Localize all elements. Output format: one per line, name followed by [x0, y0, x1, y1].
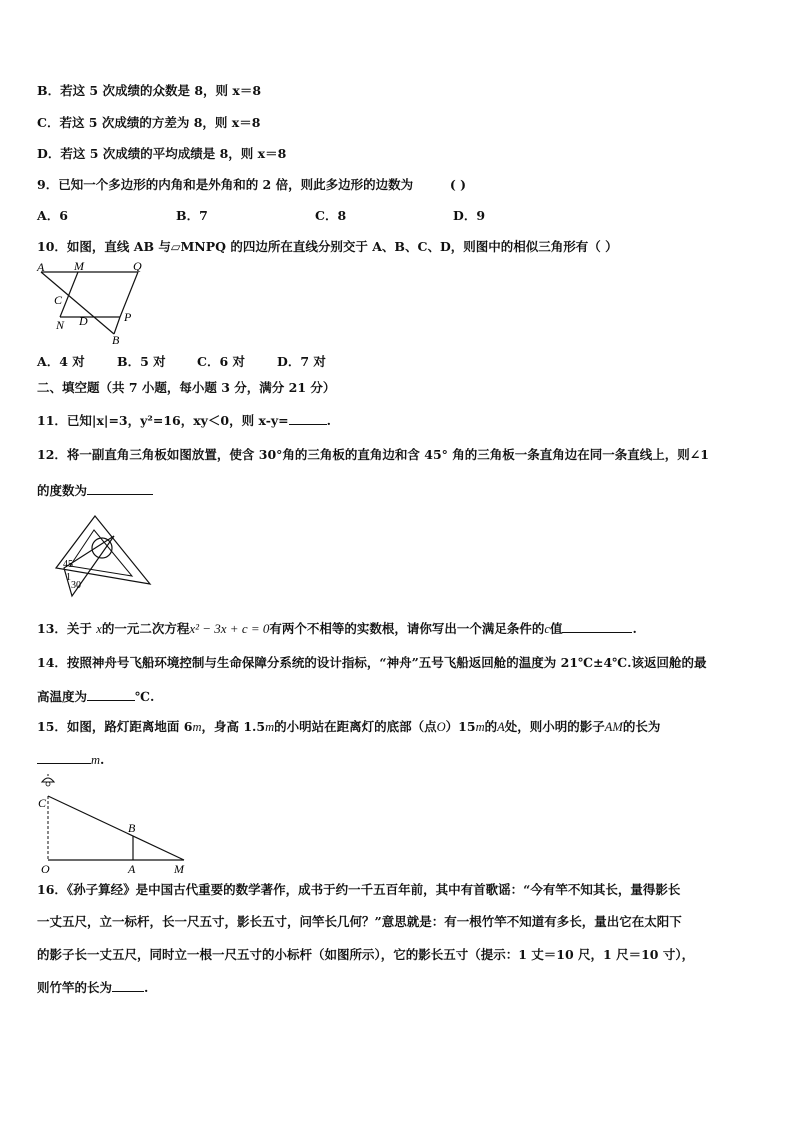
q9-stem-text: 9．已知一个多边形的内角和是外角和的 2 倍，则此多边形的边数为 — [37, 177, 414, 192]
q9-option-a: A．6 — [37, 208, 68, 223]
q15-p2: ，身高 1.5 — [201, 719, 266, 734]
section-title-fill-in: 二、填空题（共 7 小题，每小题 3 分，满分 21 分） — [37, 380, 336, 395]
q15-p4: ）15 — [445, 719, 476, 734]
q9-option-c: C．8 — [315, 208, 347, 223]
q9-option-d: D．9 — [453, 208, 486, 223]
q8-option-c: C．若这 5 次成绩的方差为 8，则 x＝8 — [37, 115, 261, 130]
label-n: N — [56, 318, 65, 332]
q15-unit-m3: m — [475, 720, 485, 734]
label-q: Q — [133, 259, 142, 273]
q13-pre: 13．关于 — [37, 621, 92, 636]
label-a: A — [37, 260, 45, 274]
label-a: A — [128, 862, 136, 876]
q10-stem: 10．如图，直线 AB 与▱MNPQ 的四边所在直线分别交于 A、B、C、D，则图中的相似三角形有（ ） — [37, 239, 618, 254]
q13-mid: 的一元二次方程 — [101, 621, 190, 636]
q16-line4-text: 则竹竿的长为 — [37, 980, 113, 995]
q15-p7: 的长为 — [622, 719, 661, 734]
q12-line2-text: 的度数为 — [37, 483, 88, 498]
q11-period: . — [326, 413, 332, 428]
q8-option-d: D．若这 5 次成绩的平均成绩是 8，则 x＝8 — [37, 146, 287, 161]
q15-p6: 处，则小明的影子 — [504, 719, 605, 734]
label-c: C — [38, 796, 47, 810]
edge-mn — [60, 272, 78, 317]
q15-unit-m2: m — [265, 720, 275, 734]
ray-cm — [48, 796, 184, 860]
label-o: O — [41, 862, 50, 876]
line-ab — [41, 272, 114, 334]
q10-option-d: D．7 对 — [277, 354, 326, 369]
q14-line2 — [37, 688, 154, 705]
q15-unit-m4: m — [91, 753, 101, 767]
q10-option-c: C．6 对 — [197, 354, 245, 369]
label-30: 30 — [71, 580, 81, 591]
q11-text: 11．已知|x|=3，y²=16，xy＜0，则 x-y= — [37, 413, 289, 428]
q16-line1: 16．《孙子算经》是中国古代重要的数学著作，成书于约一千五百年前，其中有首歌谣：“今有竿不知其长，量得影长 — [37, 882, 681, 897]
label-b: B — [128, 821, 136, 835]
q15-figure — [36, 774, 196, 874]
q10-option-a: A．4 对 — [37, 354, 85, 369]
q13-post: 有两个不相等的实数根，请你写出一个满足条件的 — [269, 621, 545, 636]
label-m: M — [174, 862, 184, 876]
q9-option-b: B．7 — [176, 208, 208, 223]
q12-figure — [50, 512, 160, 602]
q15-period: . — [100, 752, 105, 767]
q16-answer-blank[interactable] — [112, 979, 144, 992]
q10-option-b: B．5 对 — [117, 354, 166, 369]
q15-segment-am: AM — [604, 720, 623, 734]
q16-line3: 的影子长一丈五尺，同时立一根一尺五寸的小标杆（如图所示），它的影长五寸（提示：1 丈＝10 尺，1 尺＝10 寸）， — [37, 947, 695, 962]
q10-figure — [36, 259, 146, 347]
label-45: 45 — [63, 559, 73, 570]
q16-line4 — [37, 979, 148, 996]
q12-line1: 12．将一副直角三角板如图放置，使含 30°角的三角板的直角边和含 45° 角的三角板一条直角边在同一条直线上，则∠1 — [37, 447, 709, 462]
q9-answer-paren: ( ) — [449, 177, 467, 192]
q14-line1: 14．按照神舟号飞船环境控制与生命保障分系统的设计指标，“神舟”五号飞船返回舱的温度为 21℃±4℃.该返回舱的最 — [37, 655, 707, 670]
q11 — [37, 412, 331, 429]
q15-point-o: O — [436, 720, 446, 734]
q13-period: . — [632, 621, 637, 636]
q14-line2-text: 高温度为 — [37, 689, 88, 704]
q15-p1: 15．如图，路灯距离地面 6 — [37, 719, 193, 734]
q11-answer-blank[interactable] — [289, 412, 327, 425]
q16-line2: 一丈五尺，立一标杆，长一尺五寸，影长五寸，问竿长几何？”意思就是：有一根竹竿不知道有多长，量出它在太阳下 — [37, 914, 682, 929]
q16-period: . — [144, 980, 149, 995]
label-angle-1: 1 — [66, 572, 71, 583]
q15-line1 — [37, 719, 660, 735]
q13-var-c: c — [544, 622, 550, 636]
q13-var-x: x — [96, 622, 102, 636]
q13 — [37, 620, 637, 637]
q15-line2 — [37, 751, 104, 768]
q13-equation: x² − 3x + c = 0 — [189, 621, 270, 636]
label-c: C — [54, 293, 63, 307]
q15-p3: 的小明站在距离灯的底部（点 — [274, 719, 437, 734]
q13-end: 值 — [549, 621, 563, 636]
label-b: B — [112, 333, 120, 347]
q13-answer-blank[interactable] — [562, 620, 632, 633]
label-d: D — [79, 314, 88, 328]
label-p: P — [124, 310, 132, 324]
q14-unit: ℃. — [135, 689, 155, 704]
label-m: M — [74, 259, 84, 273]
q14-answer-blank[interactable] — [87, 688, 135, 701]
q15-answer-blank[interactable] — [37, 751, 91, 764]
q12-answer-blank[interactable] — [87, 482, 153, 495]
q8-option-b: B．若这 5 次成绩的众数是 8，则 x＝8 — [37, 83, 262, 98]
q12-line2 — [37, 482, 153, 499]
q15-p5: 的 — [484, 719, 498, 734]
lamp-icon — [42, 778, 54, 782]
q9-stem — [37, 177, 466, 193]
q15-unit-m1: m — [192, 720, 202, 734]
edge-pb — [114, 317, 120, 334]
q15-point-a: A — [497, 720, 505, 734]
